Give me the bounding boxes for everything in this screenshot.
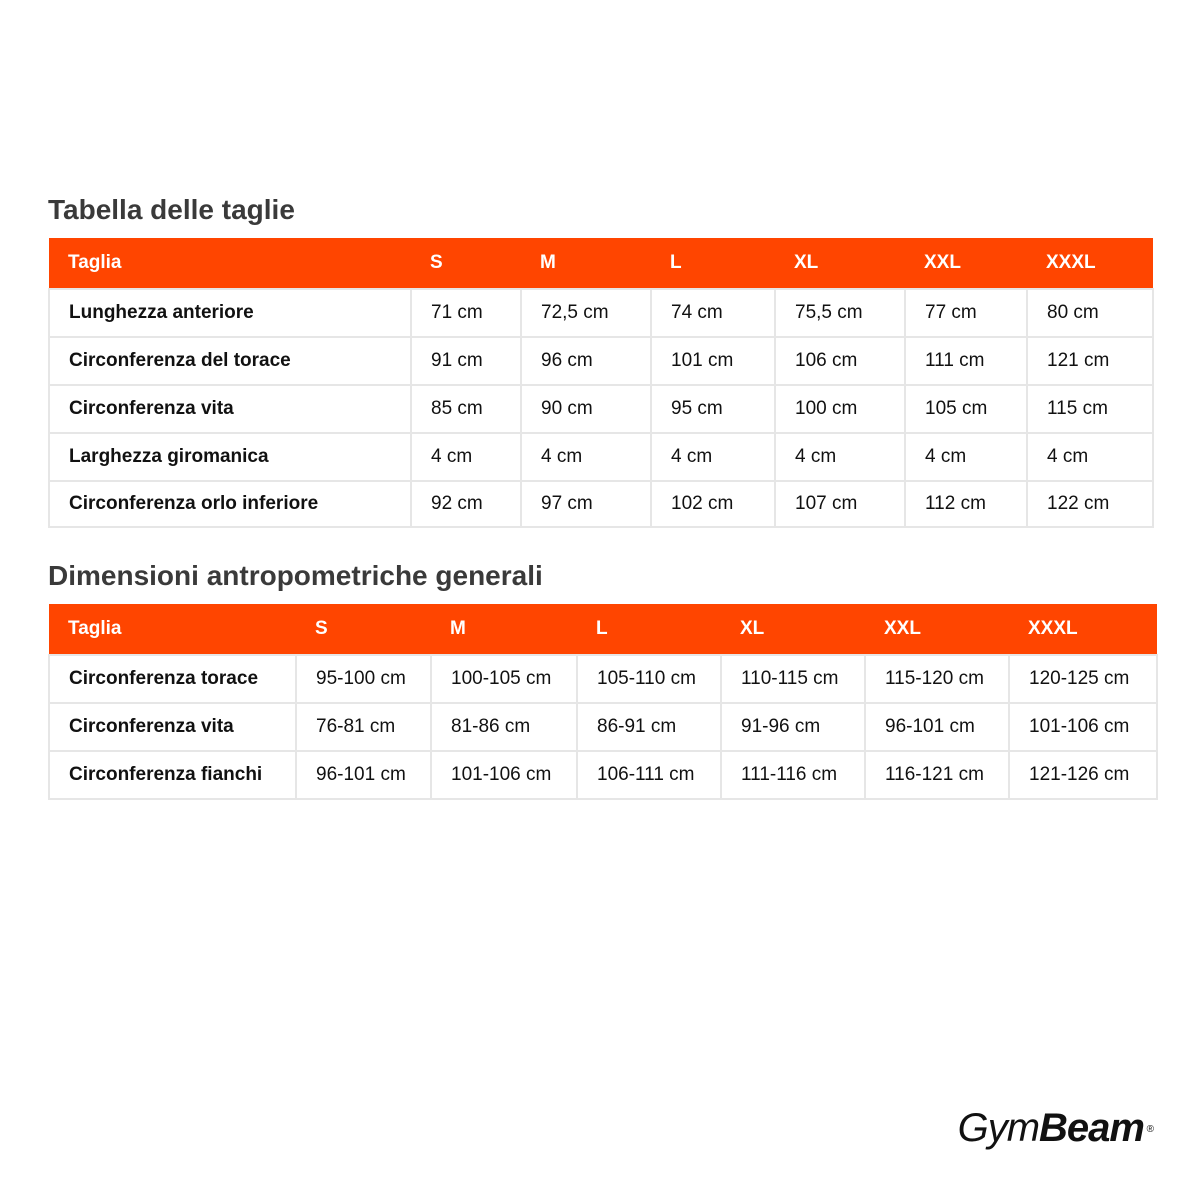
table-cell: 116-121 cm: [865, 751, 1009, 799]
table-row: [49, 385, 1153, 433]
gymbeam-logo: [957, 1104, 1154, 1152]
header-cell-size-label: Taglia: [49, 238, 411, 289]
table-cell: 101 cm: [651, 337, 775, 385]
table-cell: 122 cm: [1027, 481, 1153, 527]
table-cell: 105-110 cm: [577, 655, 721, 703]
table-cell: 81-86 cm: [431, 703, 577, 751]
row-label: Circonferenza torace: [49, 655, 296, 703]
table-row: [49, 751, 1157, 799]
table-cell: 107 cm: [775, 481, 905, 527]
header-cell-l: L: [651, 238, 775, 289]
table-cell: 4 cm: [521, 433, 651, 481]
header-cell-xl: XL: [721, 604, 865, 655]
table-cell: 101-106 cm: [431, 751, 577, 799]
table-cell: 97 cm: [521, 481, 651, 527]
table-cell: 102 cm: [651, 481, 775, 527]
table-row: [49, 289, 1153, 337]
row-label: Circonferenza vita: [49, 385, 411, 433]
table-cell: 95 cm: [651, 385, 775, 433]
table-cell: 111-116 cm: [721, 751, 865, 799]
table-cell: 112 cm: [905, 481, 1027, 527]
table-cell: 100 cm: [775, 385, 905, 433]
row-label: Circonferenza vita: [49, 703, 296, 751]
header-cell-xxl: XXL: [905, 238, 1027, 289]
header-cell-size-label: Taglia: [49, 604, 296, 655]
table-cell: 71 cm: [411, 289, 521, 337]
table-cell: 4 cm: [775, 433, 905, 481]
header-cell-l: L: [577, 604, 721, 655]
table-cell: 72,5 cm: [521, 289, 651, 337]
size-table: [48, 238, 1154, 528]
table-cell: 91 cm: [411, 337, 521, 385]
row-label: Circonferenza del torace: [49, 337, 411, 385]
table-row: [49, 433, 1153, 481]
anthropometric-table: [48, 604, 1158, 800]
row-label: Circonferenza fianchi: [49, 751, 296, 799]
table-cell: 106 cm: [775, 337, 905, 385]
table-cell: 75,5 cm: [775, 289, 905, 337]
table-cell: 4 cm: [1027, 433, 1153, 481]
table-cell: 96 cm: [521, 337, 651, 385]
registered-mark: ®: [1146, 1124, 1154, 1135]
table-cell: 110-115 cm: [721, 655, 865, 703]
table-cell: 115 cm: [1027, 385, 1153, 433]
table-cell: 105 cm: [905, 385, 1027, 433]
logo-text-beam: Beam: [1039, 1106, 1144, 1150]
table-cell: 100-105 cm: [431, 655, 577, 703]
table-row: [49, 655, 1157, 703]
table-cell: 86-91 cm: [577, 703, 721, 751]
table-cell: 4 cm: [651, 433, 775, 481]
table-cell: 120-125 cm: [1009, 655, 1157, 703]
table-cell: 77 cm: [905, 289, 1027, 337]
table-cell: 115-120 cm: [865, 655, 1009, 703]
table-cell: 90 cm: [521, 385, 651, 433]
table-cell: 92 cm: [411, 481, 521, 527]
table-header-row: [49, 238, 1153, 289]
table-header-row: [49, 604, 1157, 655]
row-label: Circonferenza orlo inferiore: [49, 481, 411, 527]
table-row: [49, 481, 1153, 527]
anthropometric-table-title: Dimensioni antropometriche generali: [48, 560, 543, 591]
table-cell: 76-81 cm: [296, 703, 431, 751]
table-cell: 4 cm: [905, 433, 1027, 481]
table-cell: 95-100 cm: [296, 655, 431, 703]
table-cell: 74 cm: [651, 289, 775, 337]
header-cell-xxxl: XXXL: [1027, 238, 1153, 289]
table-cell: 121-126 cm: [1009, 751, 1157, 799]
table-cell: 96-101 cm: [296, 751, 431, 799]
header-cell-s: S: [411, 238, 521, 289]
table-cell: 106-111 cm: [577, 751, 721, 799]
table-cell: 101-106 cm: [1009, 703, 1157, 751]
size-table-title: Tabella delle taglie: [48, 194, 295, 225]
header-cell-s: S: [296, 604, 431, 655]
table-row: [49, 337, 1153, 385]
row-label: Larghezza giromanica: [49, 433, 411, 481]
header-cell-xxl: XXL: [865, 604, 1009, 655]
table-row: [49, 703, 1157, 751]
logo-text-gym: Gym: [957, 1106, 1040, 1150]
header-cell-m: M: [521, 238, 651, 289]
table-cell: 91-96 cm: [721, 703, 865, 751]
header-cell-xl: XL: [775, 238, 905, 289]
table-cell: 111 cm: [905, 337, 1027, 385]
header-cell-m: M: [431, 604, 577, 655]
table-cell: 80 cm: [1027, 289, 1153, 337]
table-cell: 4 cm: [411, 433, 521, 481]
header-cell-xxxl: XXXL: [1009, 604, 1157, 655]
row-label: Lunghezza anteriore: [49, 289, 411, 337]
table-cell: 121 cm: [1027, 337, 1153, 385]
table-cell: 85 cm: [411, 385, 521, 433]
table-cell: 96-101 cm: [865, 703, 1009, 751]
